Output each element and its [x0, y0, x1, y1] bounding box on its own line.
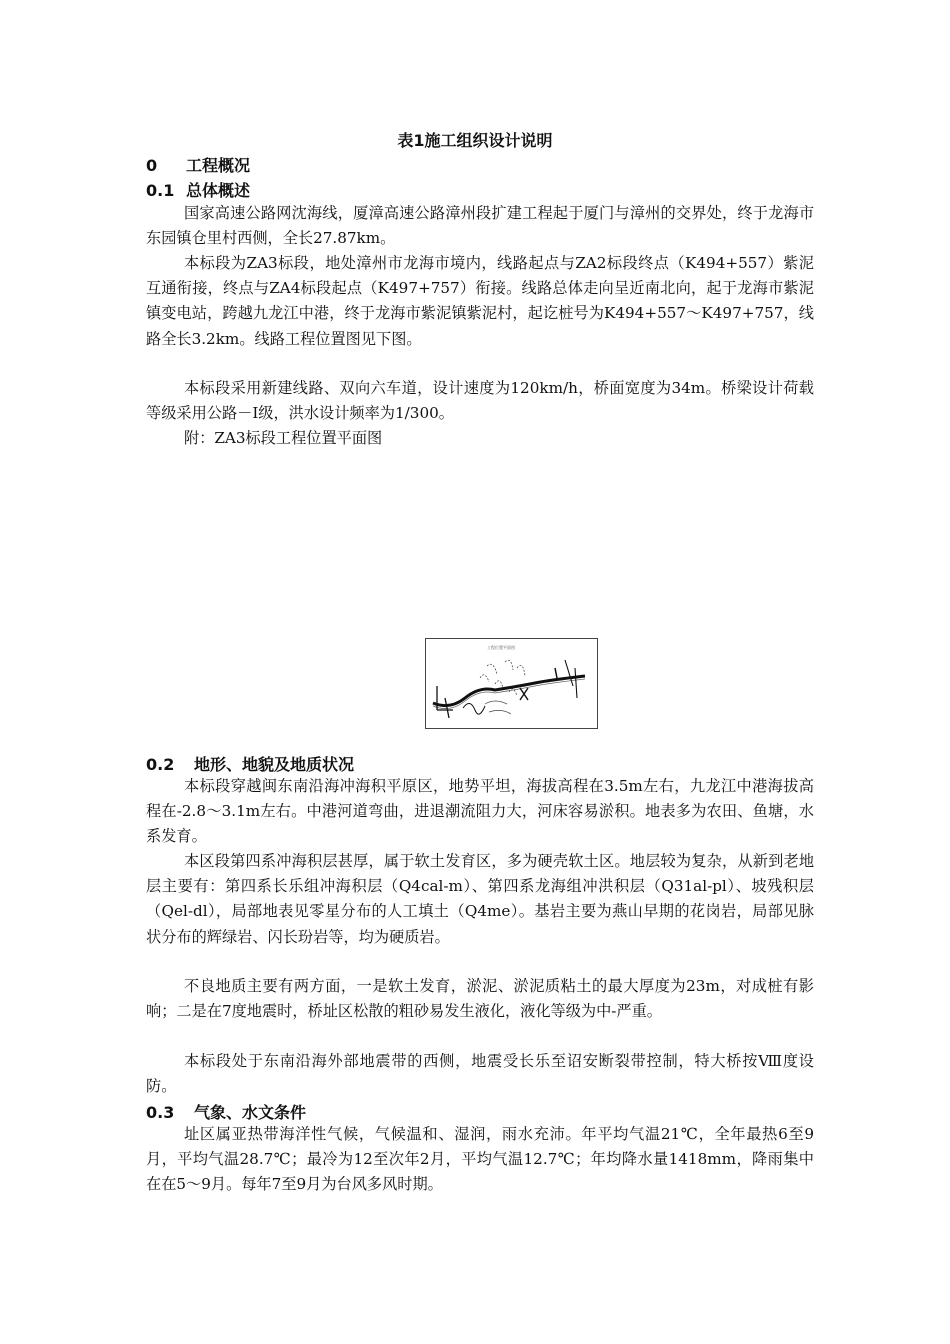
section-heading [146, 178, 250, 201]
paragraph: 不良地质主要有两方面，一是软土发育，淤泥、淤泥质粘土的最大厚度为23m，对成桩有影响；二是在7度地震时，桥址区松散的粗砂易发生液化，液化等级为中-严重。 [146, 977, 814, 1021]
section-title: 气象、水文条件 [194, 1103, 307, 1122]
section-number: 0.1 [146, 181, 175, 200]
paragraph: 本标段为ZA3标段，地处漳州市龙海市境内，线路起点与ZA2标段终点（K494+557）紫泥互通衔接，终点与ZA4标段起点（K497+757）衔接。线路总体走向呈近南北向，起于龙海市紫泥镇变电站，跨越九龙江中港，终于龙海市紫泥镇紫泥村，起讫桩号为K494+557～K497+757，线路全长3.2km。线路工程位置图见下图。 [146, 254, 814, 348]
section-number: 0.2 [146, 755, 175, 774]
paragraph: 本区段第四系冲海积层甚厚，属于软土发育区，多为硬壳软土区。地层较为复杂，从新到老地层主要有：第四系长乐组冲海积层（Q4cal-m）、第四系龙海组冲洪积层（Q31al-pl）、坡残积层（Qel-dl），局部地表见零星分布的人工填土（Q4me）。基岩主要为燕山早期的花岗岩，局部见脉状分布的辉绿岩、闪长玢岩等，均为硬质岩。 [146, 852, 814, 946]
section-title: 总体概述 [186, 181, 251, 200]
section-heading [146, 752, 354, 775]
section-title: 工程概况 [186, 156, 251, 175]
paragraph: 国家高速公路网沈海线，厦漳高速公路漳州段扩建工程起于厦门与漳州的交界处，终于龙海市东园镇仓里村西侧，全长27.87km。 [146, 204, 814, 248]
location-map-icon [425, 638, 598, 729]
section-number: 0 [146, 156, 158, 175]
paragraph: 本标段采用新建线路、双向六车道，设计速度为120km/h，桥面宽度为34m。桥梁设计荷载等级采用公路－Ⅰ级，洪水设计频率为1/300。 [146, 379, 814, 423]
section-heading [146, 153, 250, 176]
location-map-figure [425, 638, 598, 729]
paragraph: 址区属亚热带海洋性气候，气候温和、湿润，雨水充沛。年平均气温21℃，全年最热6至9月，平均气温28.7℃；最冷为12至次年2月，平均气温12.7℃；年均降水量1418mm，降雨集中在在5～9月。每年7至9月为台风多风时期。 [146, 1125, 814, 1194]
section-number: 0.3 [146, 1103, 175, 1122]
paragraph: 附：ZA3标段工程位置平面图 [184, 429, 383, 447]
section-title: 地形、地貌及地质状况 [194, 755, 355, 774]
paragraph: 本标段穿越闽东南沿海冲海积平原区，地势平坦，海拔高程在3.5m左右，九龙江中港海拔高程在-2.8～3.1m左右。中港河道弯曲，进退潮流阻力大，河床容易淤积。地表多为农田、鱼塘，水系发育。 [146, 777, 814, 846]
paragraph: 本标段处于东南沿海外部地震带的西侧，地震受长乐至诏安断裂带控制，特大桥按Ⅷ度设防。 [146, 1052, 814, 1096]
figure-caption: 工程位置平面图 [487, 645, 515, 650]
section-heading [146, 1100, 306, 1123]
document-title: 表1施工组织设计说明 [397, 131, 553, 150]
